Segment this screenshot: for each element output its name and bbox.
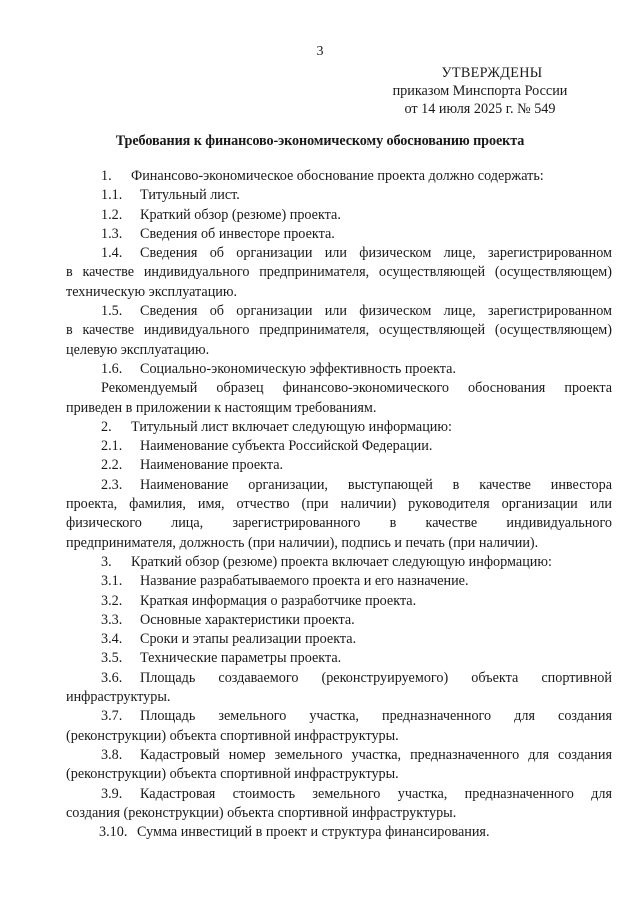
item-text: Титульный лист.	[140, 187, 240, 204]
list-item	[66, 611, 612, 630]
list-item	[66, 746, 612, 785]
item-text: в качестве индивидуального предпринимателя, осуществляющей (осуществляющем)	[66, 264, 612, 281]
item-number: 3.6.	[101, 669, 123, 686]
item-number: 2.1.	[101, 438, 123, 455]
list-item	[66, 206, 612, 225]
item-text: Площадь создаваемого (реконструируемого) объекта спортивной	[140, 669, 612, 686]
list-item	[66, 649, 612, 668]
item-number: 2.2.	[101, 457, 123, 474]
item-number: 1.3.	[101, 225, 123, 242]
item-line	[66, 534, 612, 553]
item-number: 3.8.	[101, 746, 123, 763]
item-line	[66, 785, 612, 804]
item-number: 3.4.	[101, 631, 123, 648]
page-number: 3	[316, 44, 324, 59]
item-text: физического лица, зарегистрированного в качестве индивидуального	[66, 515, 612, 532]
list-item	[66, 225, 612, 244]
item-text: в качестве индивидуального предпринимателя, осуществляющей (осуществляющем)	[66, 322, 612, 339]
item-line	[66, 727, 612, 746]
item-text: Кадастровый номер земельного участка, предназначенного для создания	[140, 746, 612, 763]
item-line	[66, 669, 612, 688]
item-number: 3.9.	[101, 785, 123, 802]
item-text: Титульный лист включает следующую информацию:	[131, 418, 452, 435]
list-item	[66, 456, 612, 475]
item-number: 2.3.	[101, 476, 123, 493]
item-text: инфраструктуры.	[66, 689, 171, 706]
list-item	[66, 785, 612, 824]
list-item	[66, 167, 612, 186]
item-text: предпринимателя, должность (при наличии), подпись и печать (при наличии).	[66, 534, 539, 551]
item-text: Рекомендуемый образец финансово-экономического обоснования проекта	[101, 380, 612, 397]
item-text: (реконструкции) объекта спортивной инфраструктуры.	[66, 727, 399, 744]
item-text: Финансово-экономическое обоснование проекта должно содержать:	[131, 168, 544, 184]
item-text: приведен в приложении к настоящим требованиям.	[66, 399, 377, 416]
item-line	[66, 399, 612, 418]
item-text: Основные характеристики проекта.	[140, 611, 355, 628]
list-item	[66, 186, 612, 205]
item-number: 3.2.	[101, 592, 123, 609]
requirements-list	[66, 167, 612, 842]
item-line	[66, 514, 612, 533]
item-line	[66, 244, 612, 263]
approval-stamp	[380, 64, 580, 118]
item-text: Краткий обзор (резюме) проекта.	[140, 206, 341, 223]
item-line	[66, 707, 612, 726]
item-number: 3.1.	[101, 573, 123, 590]
item-number: 3.10.	[99, 824, 128, 841]
item-text: Наименование субъекта Российской Федерации.	[140, 438, 433, 455]
item-text: Наименование проекта.	[140, 457, 284, 474]
item-text: целевую эксплуатацию.	[66, 341, 210, 358]
item-line	[66, 379, 612, 398]
list-item	[66, 437, 612, 456]
item-text: Технические параметры проекта.	[140, 650, 342, 667]
item-text: (реконструкции) объекта спортивной инфраструктуры.	[66, 766, 399, 783]
item-line	[66, 765, 612, 784]
item-text: Название разрабатываемого проекта и его назначение.	[140, 573, 469, 590]
item-number: 3.3.	[101, 611, 123, 628]
item-line	[66, 302, 612, 321]
item-line	[66, 688, 612, 707]
document-title: Требования к финансово-экономическому обоснованию проекта	[115, 133, 525, 149]
item-text: создания (реконструкции) объекта спортивной инфраструктуры.	[66, 804, 457, 821]
list-item	[66, 823, 612, 842]
list-item	[66, 669, 612, 708]
item-text: техническую эксплуатацию.	[66, 283, 238, 300]
approval-order: приказом Минспорта России	[392, 83, 568, 99]
item-text: Сведения об инвесторе проекта.	[140, 225, 335, 242]
item-number: 3.	[101, 553, 112, 570]
item-line	[66, 283, 612, 302]
item-number: 1.4.	[101, 245, 123, 262]
item-number: 1.2.	[101, 206, 123, 223]
item-text: Краткий обзор (резюме) проекта включает следующую информацию:	[131, 553, 552, 570]
item-text: проекта, фамилия, имя, отчество (при наличии) руководителя организации или	[66, 496, 612, 513]
item-number: 2.	[101, 418, 112, 435]
list-item	[66, 553, 612, 572]
item-text: Площадь земельного участка, предназначенного для создания	[140, 708, 612, 725]
item-line	[66, 495, 612, 514]
item-line	[66, 263, 612, 282]
item-number: 1.	[101, 168, 112, 184]
approval-date: от 14 июля 2025 г. № 549	[404, 101, 556, 117]
list-item	[66, 418, 612, 437]
item-line	[66, 341, 612, 360]
item-text: Кадастровая стоимость земельного участка, предназначенного для	[140, 785, 612, 802]
item-text: Краткая информация о разработчике проекта.	[140, 592, 417, 609]
list-item	[66, 379, 612, 418]
list-item	[66, 707, 612, 746]
item-text: Социально-экономическую эффективность проекта.	[140, 360, 457, 377]
approval-heading: УТВЕРЖДЕНЫ	[441, 65, 543, 81]
item-text: Сроки и этапы реализации проекта.	[140, 631, 357, 648]
item-line	[66, 746, 612, 765]
list-item	[66, 630, 612, 649]
list-item	[66, 244, 612, 302]
item-number: 1.5.	[101, 303, 123, 320]
item-text: Наименование организации, выступающей в качестве инвестора	[140, 476, 612, 493]
item-number: 3.7.	[101, 708, 123, 725]
item-number: 3.5.	[101, 650, 123, 667]
list-item	[66, 302, 612, 360]
item-line	[66, 321, 612, 340]
item-number: 1.1.	[101, 187, 123, 204]
list-item	[66, 360, 612, 379]
item-line	[66, 476, 612, 495]
item-text: Сумма инвестиций в проект и структура финансирования.	[137, 824, 490, 841]
item-text: Сведения об организации или физическом лице, зарегистрированном	[140, 245, 612, 262]
list-item	[66, 592, 612, 611]
item-line	[66, 804, 612, 823]
item-text: Сведения об организации или физическом лице, зарегистрированном	[140, 303, 612, 320]
list-item	[66, 572, 612, 591]
list-item	[66, 476, 612, 553]
item-number: 1.6.	[101, 360, 123, 377]
